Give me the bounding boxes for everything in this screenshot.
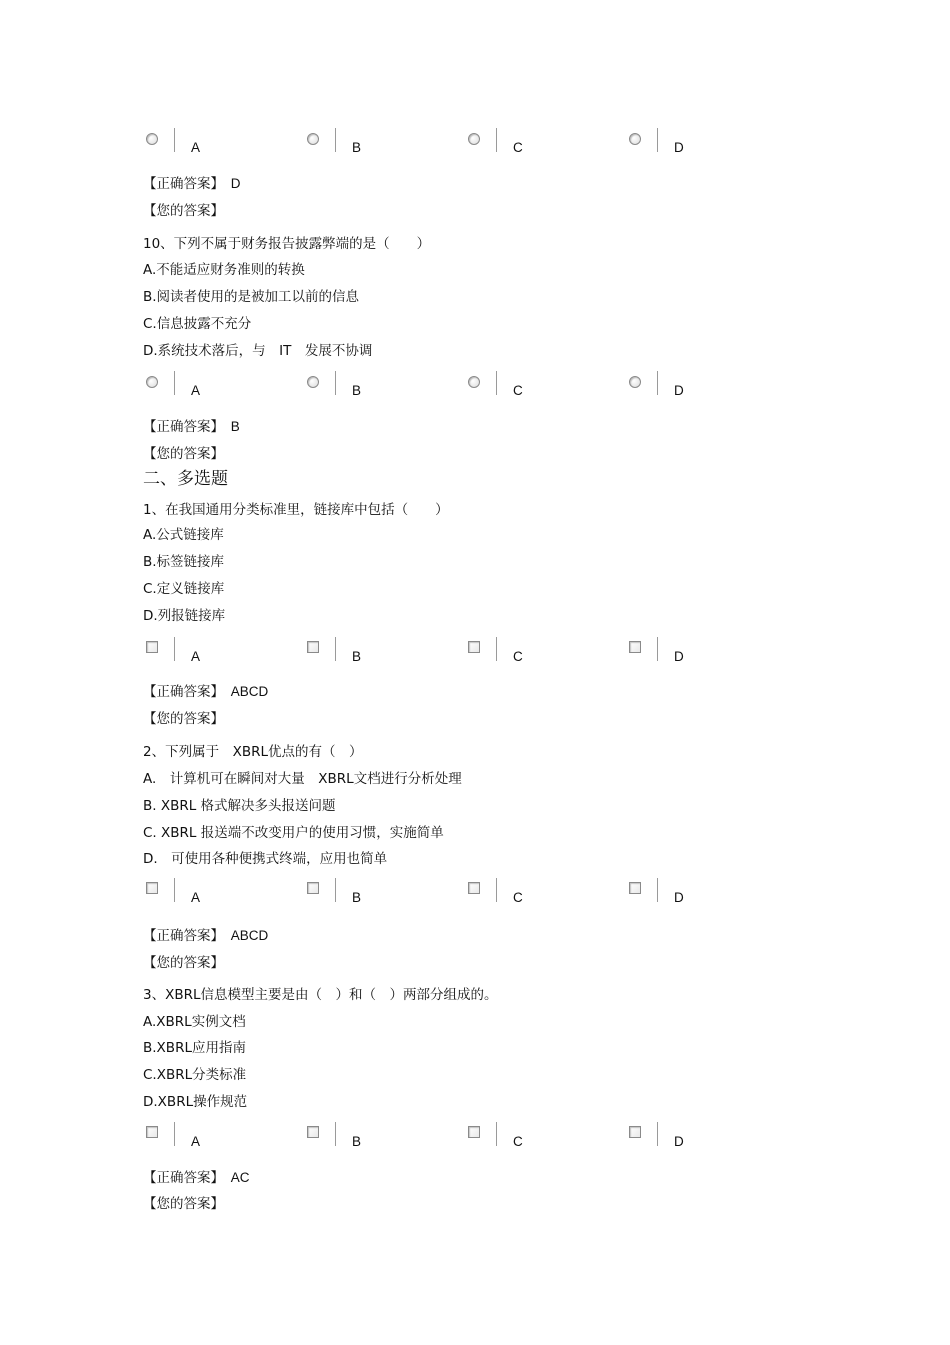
divider — [496, 128, 497, 152]
correct-answer-label: 【正确答案】 — [143, 1170, 218, 1186]
choice-a[interactable] — [143, 637, 303, 665]
choice-c[interactable] — [465, 371, 625, 399]
radio-button[interactable] — [146, 376, 158, 388]
choice-b[interactable] — [304, 371, 464, 399]
option-text: A.XBRL实例文档 — [143, 1014, 246, 1030]
correct-answer-label: 【正确答案】 — [143, 176, 218, 192]
option-text: B. XBRL 格式解决多头报送问题 — [143, 798, 336, 814]
question-text: 10、下列不属于财务报告披露弊端的是（ ） — [143, 236, 431, 252]
your-answer: 【您的答案】 — [143, 711, 224, 727]
option-text: B.标签链接库 — [143, 554, 225, 570]
choice-d[interactable] — [626, 128, 786, 156]
correct-answer — [143, 419, 240, 435]
choice-row — [143, 878, 703, 906]
choice-label: D — [674, 1134, 684, 1149]
choice-d[interactable] — [626, 1122, 786, 1150]
correct-answer-value: AC — [230, 1170, 250, 1185]
option-text: D. 可使用各种便携式终端，应用也简单 — [143, 851, 388, 867]
radio-button[interactable] — [307, 376, 319, 388]
choice-label: C — [513, 1134, 523, 1149]
choice-b[interactable] — [304, 1122, 464, 1150]
radio-button[interactable] — [307, 133, 319, 145]
radio-button[interactable] — [468, 133, 480, 145]
option-text: A. 计算机可在瞬间对大量 XBRL文档进行分析处理 — [143, 771, 462, 787]
choice-label: A — [191, 649, 201, 664]
correct-answer-value: ABCD — [230, 928, 269, 943]
choice-b[interactable] — [304, 128, 464, 156]
choice-row — [143, 1122, 703, 1150]
correct-answer-label: 【正确答案】 — [143, 684, 218, 700]
choice-a[interactable] — [143, 878, 303, 906]
divider — [335, 371, 336, 395]
your-answer: 【您的答案】 — [143, 446, 224, 462]
choice-label: C — [513, 890, 523, 905]
divider — [174, 371, 175, 395]
checkbox[interactable] — [468, 882, 480, 894]
correct-answer — [143, 928, 268, 944]
choice-row — [143, 637, 703, 665]
choice-label: B — [352, 383, 362, 398]
choice-label: C — [513, 383, 523, 398]
your-answer: 【您的答案】 — [143, 203, 224, 219]
option-text: D.系统技术落后，与 IT 发展不协调 — [143, 343, 373, 359]
choice-b[interactable] — [304, 878, 464, 906]
choice-label: B — [352, 140, 362, 155]
checkbox[interactable] — [629, 1126, 641, 1138]
option-text: D.列报链接库 — [143, 608, 226, 624]
option-text: C. XBRL 报送端不改变用户的使用习惯，实施简单 — [143, 825, 444, 841]
correct-answer — [143, 684, 268, 700]
correct-answer-value: D — [230, 176, 241, 191]
checkbox[interactable] — [307, 1126, 319, 1138]
divider — [174, 878, 175, 902]
divider — [657, 1122, 658, 1146]
checkbox[interactable] — [146, 1126, 158, 1138]
checkbox[interactable] — [468, 641, 480, 653]
choice-label: C — [513, 140, 523, 155]
question-text: 2、下列属于 XBRL优点的有（ ） — [143, 744, 363, 760]
option-text: C.信息披露不充分 — [143, 316, 252, 332]
choice-c[interactable] — [465, 1122, 625, 1150]
divider — [496, 371, 497, 395]
divider — [335, 128, 336, 152]
choice-d[interactable] — [626, 637, 786, 665]
correct-answer — [143, 176, 241, 192]
question-text: 1、在我国通用分类标准里，链接库中包括（ ） — [143, 502, 449, 518]
choice-label: A — [191, 140, 201, 155]
divider — [657, 371, 658, 395]
radio-button[interactable] — [629, 376, 641, 388]
choice-label: B — [352, 649, 362, 664]
divider — [174, 128, 175, 152]
option-text: B.阅读者使用的是被加工以前的信息 — [143, 289, 360, 305]
choice-label: D — [674, 890, 684, 905]
radio-button[interactable] — [468, 376, 480, 388]
choice-label: B — [352, 1134, 362, 1149]
divider — [174, 637, 175, 661]
checkbox[interactable] — [629, 882, 641, 894]
correct-answer-value: B — [230, 419, 240, 434]
choice-b[interactable] — [304, 637, 464, 665]
choice-label: D — [674, 383, 684, 398]
divider — [657, 878, 658, 902]
radio-button[interactable] — [146, 133, 158, 145]
section-title: 二、多选题 — [143, 469, 228, 489]
checkbox[interactable] — [629, 641, 641, 653]
choice-label: A — [191, 890, 201, 905]
divider — [657, 128, 658, 152]
choice-a[interactable] — [143, 371, 303, 399]
choice-label: D — [674, 140, 684, 155]
correct-answer-label: 【正确答案】 — [143, 419, 218, 435]
option-text: A.公式链接库 — [143, 527, 224, 543]
correct-answer — [143, 1170, 250, 1186]
correct-answer-label: 【正确答案】 — [143, 928, 218, 944]
choice-c[interactable] — [465, 878, 625, 906]
divider — [335, 1122, 336, 1146]
choice-label: A — [191, 383, 201, 398]
checkbox[interactable] — [307, 882, 319, 894]
option-text: D.XBRL操作规范 — [143, 1094, 248, 1110]
choice-label: C — [513, 649, 523, 664]
option-text: C.定义链接库 — [143, 581, 225, 597]
radio-button[interactable] — [629, 133, 641, 145]
choice-a[interactable] — [143, 1122, 303, 1150]
checkbox[interactable] — [146, 641, 158, 653]
choice-c[interactable] — [465, 128, 625, 156]
divider — [335, 878, 336, 902]
divider — [657, 637, 658, 661]
divider — [496, 878, 497, 902]
option-text: B.XBRL应用指南 — [143, 1040, 246, 1056]
option-text: A.不能适应财务准则的转换 — [143, 262, 305, 278]
question-text: 3、XBRL信息模型主要是由（ ）和（ ）两部分组成的。 — [143, 987, 498, 1003]
divider — [335, 637, 336, 661]
choice-row — [143, 371, 703, 399]
choice-label: D — [674, 649, 684, 664]
choice-d[interactable] — [626, 371, 786, 399]
correct-answer-value: ABCD — [230, 684, 269, 699]
checkbox[interactable] — [468, 1126, 480, 1138]
divider — [496, 1122, 497, 1146]
choice-d[interactable] — [626, 878, 786, 906]
your-answer: 【您的答案】 — [143, 1196, 224, 1212]
your-answer: 【您的答案】 — [143, 955, 224, 971]
divider — [174, 1122, 175, 1146]
choice-c[interactable] — [465, 637, 625, 665]
option-text: C.XBRL分类标准 — [143, 1067, 247, 1083]
checkbox[interactable] — [146, 882, 158, 894]
divider — [496, 637, 497, 661]
choice-label: A — [191, 1134, 201, 1149]
choice-row — [143, 128, 703, 156]
checkbox[interactable] — [307, 641, 319, 653]
choice-label: B — [352, 890, 362, 905]
choice-a[interactable] — [143, 128, 303, 156]
